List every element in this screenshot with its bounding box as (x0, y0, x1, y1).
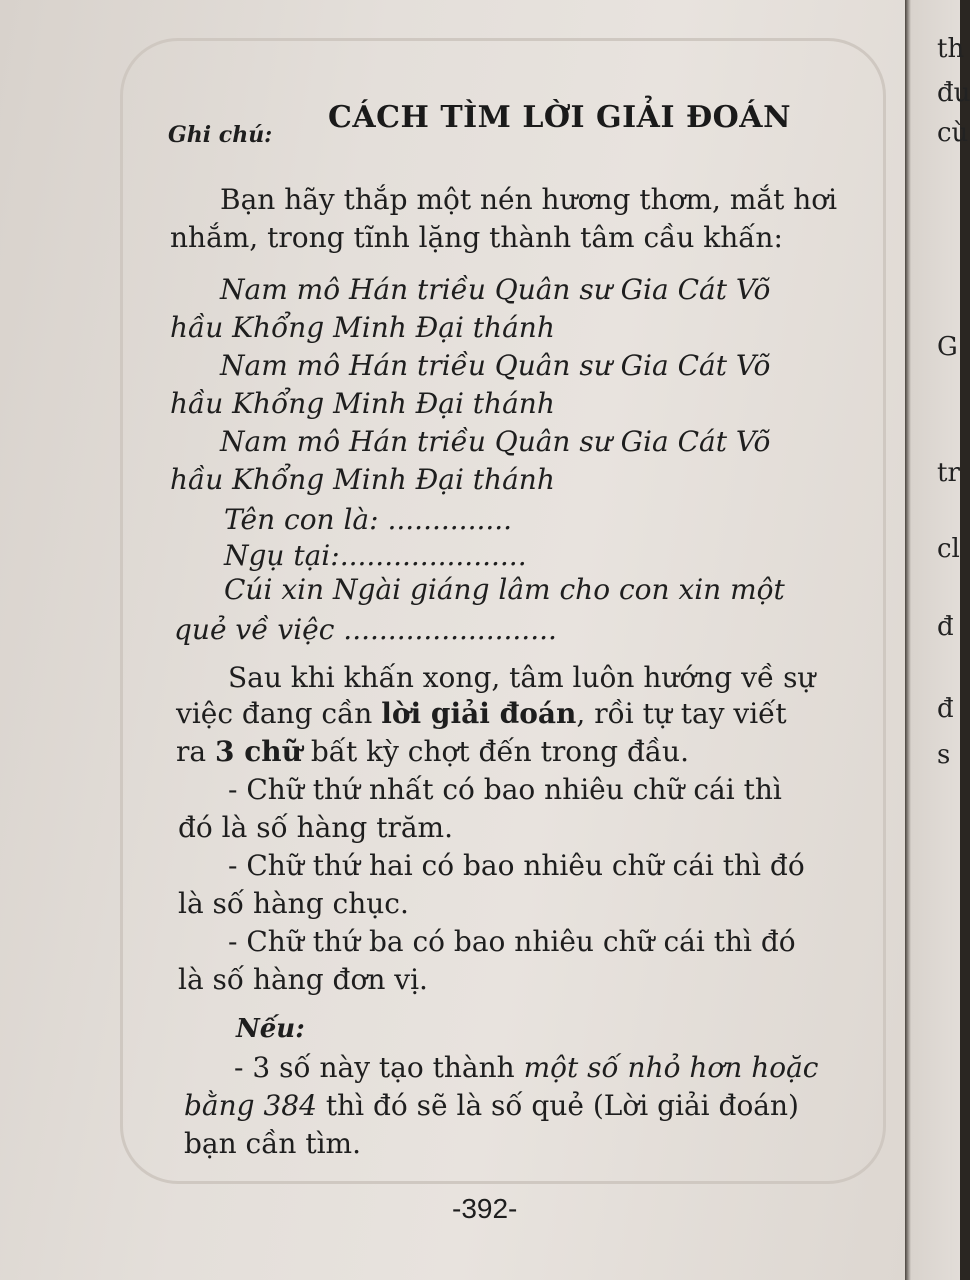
prayer-line: hầu Khổng Minh Đại thánh (170, 311, 555, 344)
prayer-line: hầu Khổng Minh Đại thánh (170, 463, 555, 496)
intro-line-1: Bạn hãy thắp một nén hương thơm, mắt hơi (220, 183, 838, 216)
name-line: Tên con là: .............. (224, 503, 513, 536)
adjacent-page-fragment: tr (937, 458, 960, 488)
page-title: CÁCH TÌM LỜI GIẢI ĐOÁN (328, 100, 791, 135)
condition-line-1 (234, 1051, 819, 1084)
after-line-3-text: ra (176, 735, 215, 768)
prayer-line: Nam mô Hán triều Quân sư Gia Cát Võ (220, 349, 771, 382)
adjacent-page-fragment: đ (937, 612, 954, 642)
third-letter-rule-1: - Chữ thứ ba có bao nhiêu chữ cái thì đó (228, 925, 796, 958)
adjacent-page-fragment: G (937, 332, 958, 362)
adjacent-page-fragment: th (937, 34, 965, 64)
condition-line-3: bạn cần tìm. (184, 1127, 361, 1160)
condition-line-2-italic: bằng 384 (184, 1089, 317, 1122)
after-line-1: Sau khi khấn xong, tâm luôn hướng về sự (228, 661, 816, 694)
after-line-3-tail: bất kỳ chợt đến trong đầu. (301, 735, 689, 768)
after-line-2-text: việc đang cần (176, 697, 382, 730)
adjacent-page-fragment: đ (937, 694, 954, 724)
residence-line: Ngụ tại:..................... (224, 539, 527, 572)
second-letter-rule-1: - Chữ thứ hai có bao nhiêu chữ cái thì đó (228, 849, 805, 882)
condition-line-1-text: - 3 số này tạo thành (234, 1051, 524, 1084)
after-line-2 (176, 697, 787, 730)
adjacent-page-fragment: đu (937, 78, 970, 108)
first-letter-rule-1: - Chữ thứ nhất có bao nhiêu chữ cái thì (228, 773, 782, 806)
third-letter-rule-2: là số hàng đơn vị. (178, 963, 428, 996)
note-label: Ghi chú: (168, 122, 273, 148)
second-letter-rule-2: là số hàng chục. (178, 887, 409, 920)
prayer-line: Nam mô Hán triều Quân sư Gia Cát Võ (220, 273, 771, 306)
first-letter-rule-2: đó là số hàng trăm. (178, 811, 453, 844)
after-line-3 (176, 735, 689, 768)
condition-line-2 (184, 1089, 799, 1122)
request-line-1: Cúi xin Ngài giáng lâm cho con xin một (224, 573, 785, 606)
request-line-2: quẻ về việc ........................ (174, 613, 557, 646)
prayer-line: Nam mô Hán triều Quân sư Gia Cát Võ (220, 425, 771, 458)
adjacent-page-edge (905, 0, 970, 1280)
page-number: -392- (452, 1193, 518, 1224)
adjacent-page-fragment: s (937, 740, 951, 770)
intro-line-2: nhắm, trong tĩnh lặng thành tâm cầu khấn: (170, 221, 783, 254)
prayer-line: hầu Khổng Minh Đại thánh (170, 387, 555, 420)
after-line-2-tail: , rồi tự tay viết (576, 697, 787, 730)
condition-label: Nếu: (236, 1014, 305, 1044)
after-line-3-bold: 3 chữ (214, 735, 302, 768)
after-line-2-bold: lời giải đoán (381, 697, 577, 730)
adjacent-page-fragment: cù (937, 118, 969, 148)
condition-line-1-italic: một số nhỏ hơn hoặc (523, 1051, 819, 1084)
condition-line-2-text: thì đó sẽ là số quẻ (Lời giải đoán) (316, 1089, 799, 1122)
adjacent-page-fragment: cl (937, 534, 960, 564)
